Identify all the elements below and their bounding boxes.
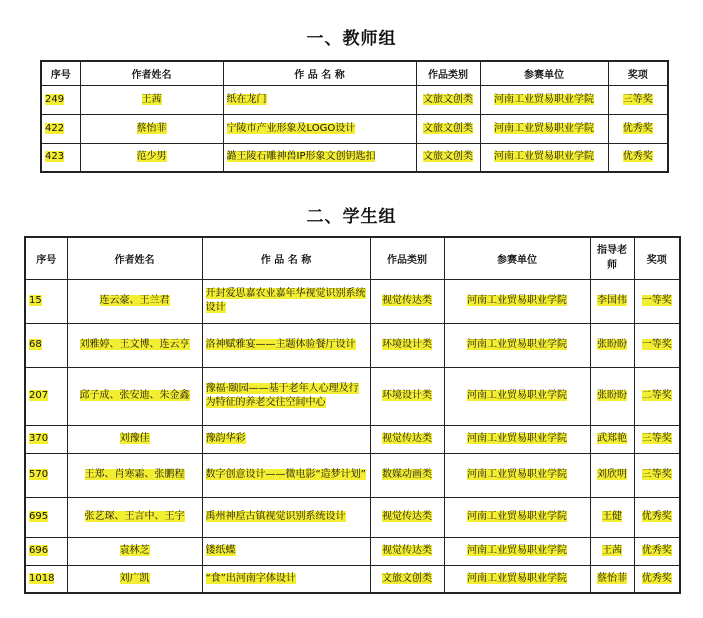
header-category: 作品类别 (370, 237, 444, 279)
author-cell: 范少男 (136, 151, 167, 163)
work-title-cell: 数字创意设计——微电影“造梦计划” (205, 469, 366, 480)
serial-cell: 207 (29, 390, 49, 401)
unit-cell: 河南工业贸易职业学院 (467, 433, 567, 444)
award-cell: 优秀奖 (641, 545, 672, 556)
award-cell: 优秀奖 (641, 511, 672, 522)
table-row (25, 323, 680, 367)
category-cell: 环境设计类 (382, 390, 432, 401)
author-cell: 袁林芝 (119, 545, 150, 556)
serial-cell: 370 (29, 433, 49, 444)
header-instructor: 指导老师 (590, 237, 634, 279)
author-cell: 邱子成、张安迪、朱金鑫 (79, 390, 190, 401)
unit-cell: 河南工业贸易职业学院 (467, 469, 567, 480)
author-cell: 王茜 (141, 93, 162, 105)
category-cell: 文旅文创类 (423, 151, 473, 163)
serial-cell: 1018 (29, 572, 55, 584)
student-award-table (24, 236, 681, 594)
award-cell: 三等奖 (641, 469, 672, 480)
category-cell: 视觉传达类 (382, 545, 432, 556)
award-cell: 一等奖 (641, 339, 672, 350)
header-work-title: 作 品 名 称 (223, 61, 416, 85)
unit-cell: 河南工业贸易职业学院 (494, 93, 594, 105)
author-cell: 张艺琛、王言中、王宇 (84, 511, 185, 522)
serial-cell: 15 (29, 295, 42, 306)
serial-cell: 68 (29, 339, 42, 350)
table-row (25, 425, 680, 453)
author-cell: 王郑、肖寒霜、张鹏程 (84, 469, 185, 480)
unit-cell: 河南工业贸易职业学院 (494, 122, 594, 134)
unit-cell: 河南工业贸易职业学院 (467, 295, 567, 306)
author-cell: 蔡怡菲 (136, 122, 167, 134)
instructor-cell: 张盼盼 (597, 339, 627, 350)
instructor-cell: 张盼盼 (597, 390, 627, 401)
header-author: 作者姓名 (80, 61, 223, 85)
table-row (25, 453, 680, 497)
award-cell: 三等奖 (641, 433, 672, 444)
table-row (25, 367, 680, 425)
header-serial: 序号 (25, 237, 67, 279)
award-cell: 二等奖 (641, 390, 672, 401)
work-title-cell: 洛神赋雅宴——主题体验餐厅设计 (205, 339, 356, 350)
header-award: 奖项 (634, 237, 680, 279)
author-cell: 刘广凯 (119, 572, 150, 584)
teacher-section-heading: 一、教师组 (306, 29, 397, 49)
unit-cell: 河南工业贸易职业学院 (467, 572, 567, 584)
table-row (25, 537, 680, 565)
award-cell: 优秀奖 (641, 572, 672, 584)
serial-cell: 423 (45, 151, 65, 163)
award-cell: 三等奖 (622, 93, 653, 105)
header-serial: 序号 (41, 61, 80, 85)
table-row (41, 114, 668, 143)
instructor-cell: 李国伟 (597, 295, 627, 306)
category-cell: 数媒动画类 (382, 469, 432, 480)
category-cell: 视觉传达类 (382, 433, 432, 444)
unit-cell: 河南工业贸易职业学院 (467, 511, 567, 522)
category-cell: 文旅文创类 (382, 572, 432, 584)
category-cell: 环境设计类 (382, 339, 432, 350)
header-author: 作者姓名 (67, 237, 202, 279)
work-title-cell: 禹州神垕古镇视觉识别系统设计 (205, 511, 346, 522)
unit-cell: 河南工业贸易职业学院 (494, 151, 594, 163)
work-title-cell: 开封爱思嘉农业嘉年华视觉识别系统设计 (205, 288, 366, 313)
header-award: 奖项 (608, 61, 668, 85)
serial-cell: 422 (45, 122, 65, 134)
award-cell: 一等奖 (641, 295, 672, 306)
author-cell: 刘豫佳 (119, 433, 150, 444)
work-title-cell: 纸在龙门 (226, 93, 267, 105)
category-cell: 文旅文创类 (423, 122, 473, 134)
teacher-award-table (40, 60, 669, 173)
instructor-cell: 武郑艳 (597, 433, 627, 444)
category-cell: 视觉传达类 (382, 295, 432, 306)
award-cell: 优秀奖 (622, 122, 653, 134)
author-cell: 连云豪、王兰君 (99, 295, 170, 306)
serial-cell: 696 (29, 545, 49, 556)
table-row (41, 85, 668, 114)
category-cell: 视觉传达类 (382, 511, 432, 522)
serial-cell: 570 (29, 469, 49, 480)
instructor-cell: 王健 (602, 511, 622, 522)
table-header-row (41, 61, 668, 85)
award-cell: 优秀奖 (622, 151, 653, 163)
work-title-cell: 宁陵市产业形象及LOGO设计 (226, 122, 356, 134)
serial-cell: 695 (29, 511, 49, 522)
header-work-title: 作 品 名 称 (202, 237, 370, 279)
header-unit: 参赛单位 (444, 237, 590, 279)
table-row (25, 279, 680, 323)
author-cell: 刘雅婷、王文博、连云亨 (79, 339, 190, 350)
instructor-cell: 刘欣明 (597, 469, 627, 480)
header-unit: 参赛单位 (480, 61, 608, 85)
work-title-cell: 潞王陵石雕神兽IP形象文创钥匙扣 (226, 151, 376, 163)
unit-cell: 河南工业贸易职业学院 (467, 545, 567, 556)
unit-cell: 河南工业贸易职业学院 (467, 390, 567, 401)
student-section-heading: 二、学生组 (306, 207, 397, 227)
table-header-row (25, 237, 680, 279)
unit-cell: 河南工业贸易职业学院 (467, 339, 567, 350)
header-category: 作品类别 (416, 61, 480, 85)
table-row (25, 565, 680, 593)
instructor-cell: 王茜 (602, 545, 622, 556)
table-row (41, 143, 668, 172)
category-cell: 文旅文创类 (423, 93, 473, 105)
instructor-cell: 蔡怡菲 (597, 572, 627, 584)
work-title-cell: “食”出河南字体设计 (205, 572, 296, 584)
work-title-cell: 豫福·颐园——基于老年人心理及行为特征的养老交往空间中心 (205, 383, 359, 408)
serial-cell: 249 (45, 93, 65, 105)
table-row (25, 497, 680, 537)
work-title-cell: 镂纸蝶 (205, 545, 236, 556)
work-title-cell: 豫韵华彩 (205, 433, 246, 444)
